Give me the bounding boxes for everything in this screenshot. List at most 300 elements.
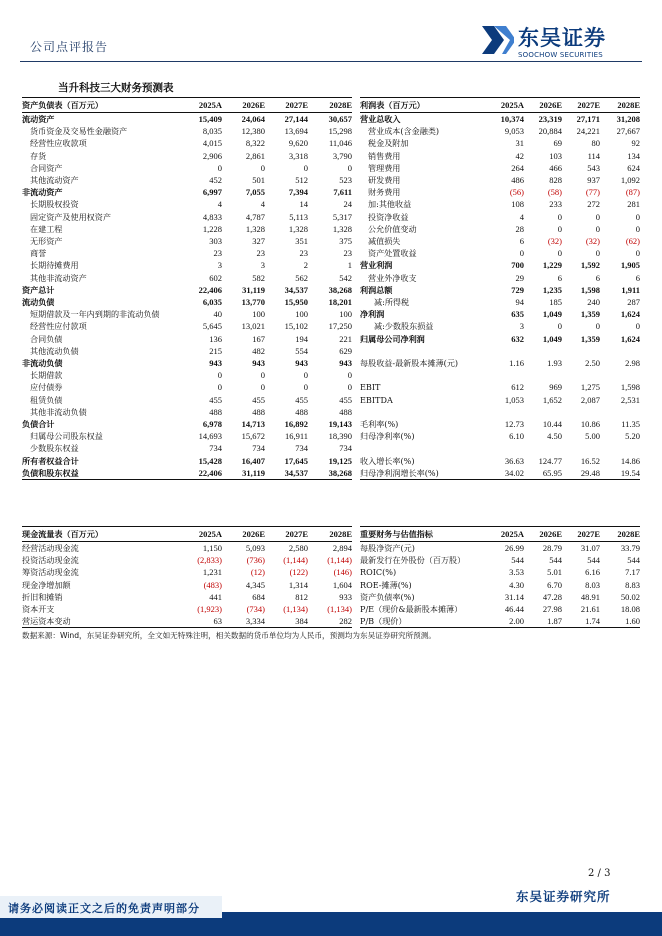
table-row [22,467,352,480]
row-value: 24 [343,199,352,210]
row-value: 233 [549,199,562,210]
row-label: 营运资本变动 [22,615,180,628]
row-value: 0 [595,248,600,259]
row-value: 15,672 [241,431,265,442]
row-value: 13,021 [241,321,265,332]
row-value: (58) [547,187,562,198]
row-value: 6 [635,272,640,283]
row-label: 归属母公司股东权益 [30,431,103,442]
table-row [22,579,352,591]
row-label: 负债合计 [22,419,55,430]
row-value: 0 [217,382,222,393]
row-value: 6.16 [585,567,600,578]
row-value: 103 [549,150,562,161]
year-header: 2028E [600,527,640,542]
table-row [22,223,352,235]
row-value: 635 [511,309,524,320]
row-value: 34,537 [284,284,308,295]
row-value: 3,318 [288,150,308,161]
row-value: 20,884 [538,126,562,137]
row-value: 38,268 [328,284,352,295]
row-value: 124.77 [538,455,562,466]
row-label: 长期股权投资 [30,199,79,210]
table-row [360,615,640,628]
row-value [562,345,600,357]
table-row [360,430,640,442]
row-value: 63 [180,615,222,628]
row-value: 1.93 [547,358,562,369]
table-row [22,381,352,393]
row-value: 92 [631,138,640,149]
row-value: 1,328 [288,223,308,234]
row-value: 2.50 [585,358,600,369]
row-label: 货币资金及交易性金融资产 [30,126,128,137]
row-value: 1,328 [245,223,265,234]
row-value: 282 [308,615,352,628]
row-value: 943 [295,358,308,369]
row-label: 归属母公司净利润 [360,333,425,344]
key-metrics-table [360,526,640,628]
row-value: (12) [250,567,265,578]
table-row [360,162,640,174]
table-row [22,406,352,418]
row-value: 31.07 [580,543,600,553]
row-value: 5,317 [332,211,352,222]
row-value: 544 [549,555,562,566]
table-row [360,247,640,259]
table-row [360,357,640,369]
row-value: 36.63 [504,455,524,466]
table-row [360,542,640,555]
table-row [360,186,640,198]
table-row [22,284,352,296]
row-value [600,406,640,418]
row-value: 13,770 [241,297,265,308]
row-label: ROE-摊薄(%) [360,579,412,590]
row-value: 3,790 [332,150,352,161]
row-value: 2,861 [245,150,265,161]
row-value: 612 [511,382,524,393]
row-value: 1,314 [288,579,308,590]
cash-flow-table [22,526,352,628]
row-value: 488 [209,406,222,417]
row-value: 31.14 [504,591,524,602]
row-value: 264 [511,162,524,173]
row-value: 2,894 [332,543,352,553]
row-value: 10.44 [542,419,562,430]
row-value: 34.02 [484,467,524,480]
table-row [22,296,352,308]
row-value: 482 [252,345,265,356]
row-label: P/B（现价） [360,615,484,628]
year-header: 2027E [265,98,308,113]
table-row [360,394,640,406]
row-value [562,406,600,418]
row-label: 所有者权益合计 [22,455,79,466]
row-label [360,345,484,357]
table-row [22,272,352,284]
row-value: 14,693 [198,431,222,442]
row-value: 602 [209,272,222,283]
row-value: 1,359 [580,309,600,320]
row-value: 0 [557,321,562,332]
row-value: 734 [252,443,265,454]
row-value [484,369,524,381]
table-row [360,259,640,271]
table-row [22,125,352,137]
row-label: 合同负债 [30,333,63,344]
row-value: 1,049 [542,333,562,344]
table-row [360,272,640,284]
row-label: 流动负债 [22,297,55,308]
row-value: 0 [557,223,562,234]
row-value: 80 [591,138,600,149]
row-value: 5.01 [547,567,562,578]
row-value: (1,134) [327,604,352,615]
row-value: 0 [557,248,562,259]
table-row [360,198,640,210]
row-value: 0 [595,321,600,332]
row-label [360,369,484,381]
row-value: 4,833 [202,211,222,222]
row-value: 0 [635,248,640,259]
row-value: 486 [511,175,524,186]
row-value: 624 [627,162,640,173]
row-value: 1.87 [524,615,562,628]
table-row [22,566,352,578]
row-value: 1,328 [332,223,352,234]
row-value: 10,374 [500,114,524,124]
row-value: (736) [246,555,265,566]
row-value: 4 [519,211,524,222]
row-value: (32) [547,236,562,247]
table-header-label: 资产负债表（百万元） [22,98,180,113]
row-value: (1,144) [327,555,352,566]
row-value: 937 [587,175,600,186]
row-label: 经营性应付款项 [30,321,87,332]
row-label: 长期待摊费用 [30,260,79,271]
row-value: 544 [511,555,524,566]
row-value: 327 [252,236,265,247]
row-value: 18,201 [328,297,352,308]
row-label: 研发费用 [368,175,401,186]
row-value: 1,598 [620,382,640,393]
table-header-label: 现金流量表（百万元） [22,527,180,542]
row-value: 48.91 [580,591,600,602]
row-value: 9,053 [504,126,524,137]
table-row [360,113,640,126]
row-value: 15,950 [284,297,308,308]
table-row [22,259,352,271]
row-value: 1,911 [621,284,640,295]
row-value: 69 [553,138,562,149]
row-label: EBIT [360,382,381,393]
table-row [22,442,352,454]
row-label: 其他非流动负债 [30,406,87,417]
row-label: 销售费用 [368,150,401,161]
row-value: 8.83 [625,579,640,590]
row-value: (77) [585,187,600,198]
row-value: 19,125 [328,455,352,466]
row-value: (122) [289,567,308,578]
row-value: 22,406 [180,467,222,480]
row-value: 1,092 [620,175,640,186]
logo-text-cn: 东吴证券 [518,26,606,50]
row-value: 21.61 [580,604,600,615]
row-value: 629 [339,345,352,356]
row-label: 资产总计 [22,284,55,295]
row-value: (56) [509,187,524,198]
row-label: 投资净收益 [368,211,409,222]
row-value: 2.00 [484,615,524,628]
row-value: 1,905 [620,260,640,271]
row-value: 0 [635,211,640,222]
row-value: 734 [339,443,352,454]
row-label: 固定资产及使用权资产 [30,211,111,222]
row-value: 1,275 [580,382,600,393]
row-value: 2,906 [202,150,222,161]
row-value: 24,064 [241,114,265,124]
row-value: 351 [295,236,308,247]
row-value: 46.44 [504,604,524,615]
table-title: 当升科技三大财务预测表 [58,82,174,94]
row-label: EBITDA [360,394,393,405]
row-label: 减:少数股东损益 [374,321,434,332]
table-row [360,442,640,454]
row-value: 734 [209,443,222,454]
row-value: 15,298 [328,126,352,137]
row-value: 543 [587,162,600,173]
row-value: 6 [519,236,524,247]
row-value: 167 [252,333,265,344]
table-row [22,345,352,357]
row-value: 194 [295,333,308,344]
row-value: 4 [217,199,222,210]
row-value: 6,035 [202,297,222,308]
row-value: 303 [209,236,222,247]
row-label: 租赁负债 [30,394,63,405]
row-value: 15,409 [198,114,222,124]
row-value: (62) [625,236,640,247]
row-label: 经营性应收款项 [30,138,87,149]
row-value: 1,624 [620,333,640,344]
row-value [600,442,640,454]
row-value: 136 [209,333,222,344]
row-value: 501 [252,175,265,186]
row-label: 负债和股东权益 [22,467,180,480]
row-value: 31 [515,138,524,149]
table-header-row [22,98,352,113]
table-row [360,320,640,332]
table-row [360,554,640,566]
row-value: 455 [339,394,352,405]
row-value: 29 [515,272,524,283]
row-label: 资本开支 [22,604,55,615]
row-value: 1,359 [580,333,600,344]
row-value: 384 [265,615,308,628]
row-value: 1,652 [542,394,562,405]
income-statement-table [360,97,640,480]
row-value: 47.28 [542,591,562,602]
row-value: 18,390 [328,431,352,442]
row-value: 19,143 [328,419,352,430]
row-value: 0 [347,162,352,173]
row-label: 投资活动现金流 [22,555,79,566]
row-value: 22,406 [198,284,222,295]
year-header: 2026E [222,527,265,542]
table-row [22,113,352,126]
row-value: 9,620 [288,138,308,149]
row-value: 100 [295,309,308,320]
row-value: 11.35 [621,419,640,430]
row-value: 23 [343,248,352,259]
row-value: 33.79 [620,543,640,553]
row-label: 其他流动资产 [30,175,79,186]
row-value: 554 [295,345,308,356]
table-row [22,211,352,223]
row-value: 0 [347,382,352,393]
row-value: 729 [511,284,524,295]
table-row [22,186,352,198]
row-value: 3 [260,260,265,271]
header-divider [20,61,642,62]
table-row [22,162,352,174]
row-value: 1 [347,260,352,271]
row-value: 114 [587,150,600,161]
table-row [360,308,640,320]
table-row [22,430,352,442]
row-value: 13,694 [284,126,308,137]
table-row [360,125,640,137]
row-value: 8,035 [202,126,222,137]
table-row [360,345,640,357]
row-value: 4.30 [509,579,524,590]
row-value: 12.73 [504,419,524,430]
row-value: 1,624 [620,309,640,320]
row-value: 542 [339,272,352,283]
row-value: 108 [511,199,524,210]
row-label: 营业总收入 [360,114,401,124]
row-value: 27.98 [542,604,562,615]
row-value: 94 [515,297,524,308]
row-value: 4 [260,199,265,210]
row-label: 每股净资产(元) [360,543,415,553]
row-value: 6,997 [202,187,222,198]
footer-disclaimer: 请务必阅读正文之后的免责声明部分 [8,902,200,915]
table-row [22,174,352,186]
row-value [524,369,562,381]
row-value: 281 [627,199,640,210]
row-value: 0 [217,162,222,173]
row-value: (1,144) [283,555,308,566]
row-value: 6 [595,272,600,283]
row-label: 营业成本(含金融类) [368,126,440,137]
table-row [22,418,352,430]
row-value: 16.52 [580,455,600,466]
row-value: 5.20 [625,431,640,442]
row-label: 折旧和摊销 [22,591,63,602]
row-value: 544 [627,555,640,566]
row-value: 5,645 [202,321,222,332]
row-value: 0 [519,248,524,259]
row-value: 15,102 [284,321,308,332]
row-value: (483) [203,579,222,590]
row-value: 2 [303,260,308,271]
table-row [22,137,352,149]
row-label: 在建工程 [30,223,63,234]
row-value: 40 [213,309,222,320]
row-label: 短期借款及一年内到期的非流动负债 [30,309,160,320]
row-value: 0 [635,321,640,332]
row-value: 10.86 [580,419,600,430]
row-value [484,406,524,418]
soochow-logo-icon [474,20,514,60]
row-value [600,345,640,357]
row-value: (1,923) [197,604,222,615]
table-row [22,369,352,381]
row-value: 0 [303,370,308,381]
table-row [22,615,352,628]
row-value: 488 [252,406,265,417]
row-value: 50.02 [620,591,640,602]
row-value [562,442,600,454]
table-row [22,247,352,259]
row-value: 523 [339,175,352,186]
year-header: 2026E [222,98,265,113]
row-value: 684 [252,591,265,602]
row-label: 加:其他收益 [368,199,412,210]
row-value: 1,598 [580,284,600,295]
table-row [22,554,352,566]
row-value: 7,055 [245,187,265,198]
row-value: 215 [209,345,222,356]
row-value: 488 [295,406,308,417]
row-label: 减:所得税 [374,297,410,308]
row-label [360,406,484,418]
row-value: 943 [252,358,265,369]
table-row [22,357,352,369]
row-value: 23 [213,248,222,259]
table-row [360,591,640,603]
row-value: 16,892 [284,419,308,430]
table-row [22,320,352,332]
year-header: 2025A [484,527,524,542]
row-label: 税金及附加 [368,138,409,149]
table-row [22,591,352,603]
row-value: 1,049 [542,309,562,320]
row-value: 441 [209,591,222,602]
table-row [360,223,640,235]
row-value: 0 [557,211,562,222]
table-row [22,150,352,162]
row-value: 27,667 [616,126,640,137]
row-value: 0 [260,162,265,173]
row-value: 562 [295,272,308,283]
row-value [484,442,524,454]
row-value [484,345,524,357]
table-header-row [22,527,352,542]
row-label: 少数股东权益 [30,443,79,454]
row-value: 4,345 [245,579,265,590]
row-label: 营业外净收支 [368,272,417,283]
table-row [360,333,640,345]
table-header-label: 利润表（百万元） [360,98,484,113]
row-value: 700 [511,260,524,271]
row-value: 452 [209,175,222,186]
row-value: 3,334 [222,615,265,628]
table-row [22,333,352,345]
row-value: 28.79 [542,543,562,553]
